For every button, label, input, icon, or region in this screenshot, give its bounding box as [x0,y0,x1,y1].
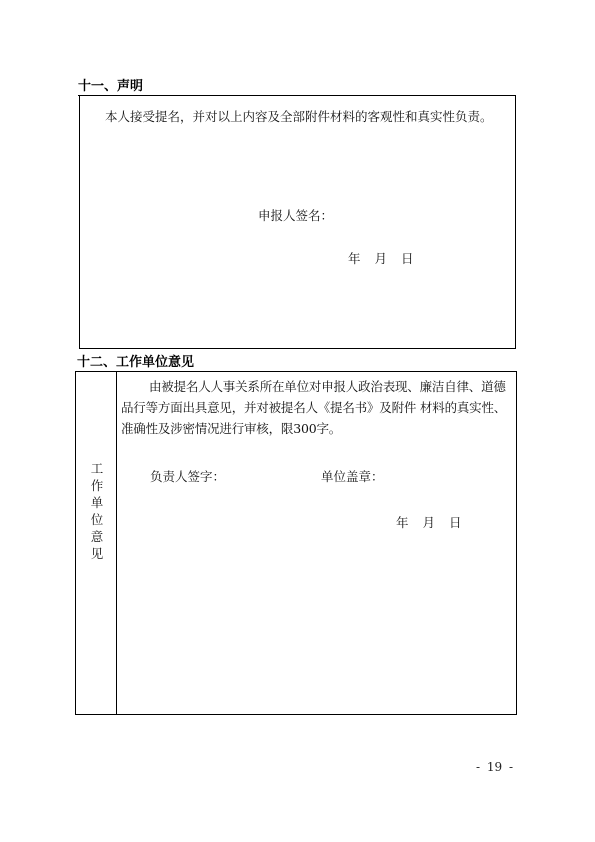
declaration-box [79,95,516,349]
employer-opinion-instruction: 由被提名人人事关系所在单位对申报人政治表现、廉洁自律、道德品行等方面出具意见，并对被提名人《提名书》及附件 材料的真实性、准确性及涉密情况进行审核，限300字。 [121,379,507,436]
applicant-signature-label: 申报人签名： [258,208,334,223]
column-divider [116,372,117,714]
employer-opinion-side-label: 工作单位意见 [90,461,104,561]
declaration-date-label: 年 月 日 [348,251,414,266]
unit-seal-label: 单位盖章： [321,469,384,484]
principal-signature-label: 负责人签字： [150,469,226,484]
section-12-heading: 十二、工作单位意见 [77,355,195,370]
employer-opinion-table [75,371,517,715]
employer-opinion-date-label: 年 月 日 [396,515,462,530]
declaration-statement: 本人接受提名，并对以上内容及全部附件材料的客观性和真实性负责。 [105,109,493,124]
page-number: - 19 - [476,760,514,774]
section-11-heading: 十一、声明 [78,79,144,94]
